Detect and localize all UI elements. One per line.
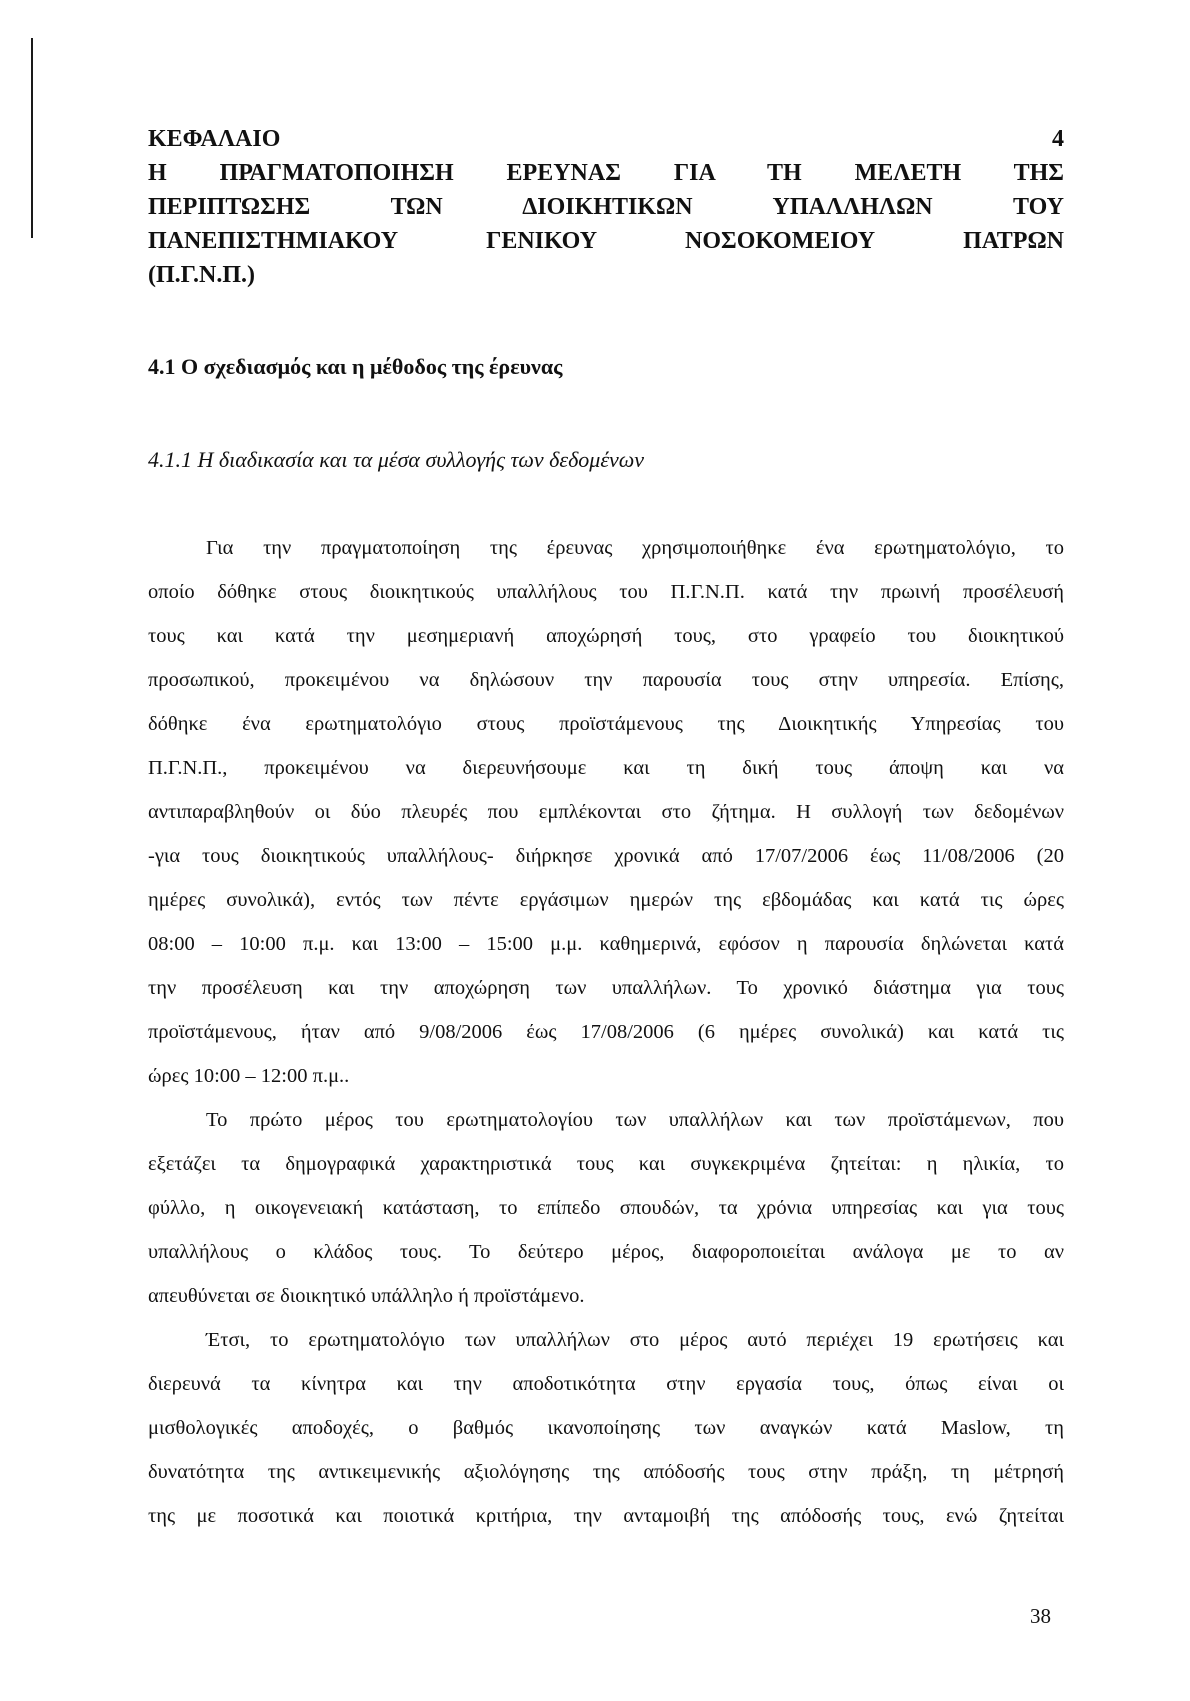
- body-line: -για τους διοικητικούς υπαλλήλους- διήρκησε χρονικά από 17/07/2006 έως 11/08/2006 (20: [148, 845, 1064, 867]
- body-line: την προσέλευση και την αποχώρηση των υπαλλήλων. Το χρονικό διάστημα για τους: [148, 977, 1064, 999]
- body-line: δυνατότητα της αντικειμενικής αξιολόγησης της απόδοσής τους στην πράξη, τη μέτρησή: [148, 1461, 1064, 1483]
- chapter-title-line: ΠΑΝΕΠΙΣΤΗΜΙΑΚΟΥ ΓΕΝΙΚΟΥ ΝΟΣΟΚΟΜΕΙΟΥ ΠΑΤΡΩΝ: [148, 228, 1064, 254]
- body-line: ημέρες συνολικά), εντός των πέντε εργάσιμων ημερών της εβδομάδας και κατά τις ώρες: [148, 889, 1064, 911]
- body-line: ώρες 10:00 – 12:00 π.μ..: [148, 1065, 350, 1087]
- body-line: οποίο δόθηκε στους διοικητικούς υπαλλήλους του Π.Γ.Ν.Π. κατά την πρωινή προσέλευσή: [148, 581, 1064, 603]
- body-line: υπαλλήλους ο κλάδος τους. Το δεύτερο μέρος, διαφοροποιείται ανάλογα με το αν: [148, 1241, 1064, 1263]
- chapter-title-line: ΚΕΦΑΛΑΙΟ 4: [148, 126, 1064, 152]
- body-line: αντιπαραβληθούν οι δύο πλευρές που εμπλέκονται στο ζήτημα. Η συλλογή των δεδομένων: [148, 801, 1064, 823]
- body-line: διερευνά τα κίνητρα και την αποδοτικότητα στην εργασία τους, όπως είναι οι: [148, 1373, 1064, 1395]
- chapter-title-line: ΠΕΡΙΠΤΩΣΗΣ ΤΩΝ ΔΙΟΙΚΗΤΙΚΩΝ ΥΠΑΛΛΗΛΩΝ ΤΟΥ: [148, 194, 1064, 220]
- body-line: φύλλο, η οικογενειακή κατάσταση, το επίπεδο σπουδών, τα χρόνια υπηρεσίας και για τους: [148, 1197, 1064, 1219]
- body-line: απευθύνεται σε διοικητικό υπάλληλο ή προϊστάμενο.: [148, 1285, 585, 1307]
- body-line: Π.Γ.Ν.Π., προκειμένου να διερευνήσουμε και τη δική τους άποψη και να: [148, 757, 1064, 779]
- chapter-heading: [148, 122, 1064, 292]
- chapter-title-line: Η ΠΡΑΓΜΑΤΟΠΟΙΗΣΗ ΕΡΕΥΝΑΣ ΓΙΑ ΤΗ ΜΕΛΕΤΗ ΤΗΣ: [148, 160, 1064, 186]
- body-line: δόθηκε ένα ερωτηματολόγιο στους προϊστάμενους της Διοικητικής Υπηρεσίας του: [148, 713, 1064, 735]
- page-number: 38: [1030, 1604, 1051, 1628]
- body-line: Έτσι, το ερωτηματολόγιο των υπαλλήλων στο μέρος αυτό περιέχει 19 ερωτήσεις και: [206, 1329, 1064, 1351]
- body-line: προϊστάμενους, ήταν από 9/08/2006 έως 17/08/2006 (6 ημέρες συνολικά) και κατά τις: [148, 1021, 1064, 1043]
- body-line: μισθολογικές αποδοχές, ο βαθμός ικανοποίησης των αναγκών κατά Maslow, τη: [148, 1417, 1064, 1439]
- chapter-title-line: (Π.Γ.Ν.Π.): [148, 262, 256, 288]
- body-line: της με ποσοτικά και ποιοτικά κριτήρια, την ανταμοιβή της απόδοσής τους, ενώ ζητείται: [148, 1505, 1064, 1527]
- body-line: προσωπικού, προκειμένου να δηλώσουν την παρουσία τους στην υπηρεσία. Επίσης,: [148, 669, 1064, 691]
- body-line: Για την πραγματοποίηση της έρευνας χρησιμοποιήθηκε ένα ερωτηματολόγιο, το: [206, 537, 1064, 559]
- scan-edge-line: [31, 38, 33, 238]
- body-line: εξετάζει τα δημογραφικά χαρακτηριστικά τους και συγκεκριμένα ζητείται: η ηλικία, το: [148, 1153, 1064, 1175]
- body-text: [148, 526, 1064, 1538]
- body-line: τους και κατά την μεσημεριανή αποχώρησή τους, στο γραφείο του διοικητικού: [148, 625, 1064, 647]
- section-heading: 4.1 Ο σχεδιασμός και η μέθοδος της έρευνας: [148, 354, 563, 379]
- body-line: 08:00 – 10:00 π.μ. και 13:00 – 15:00 μ.μ. καθημερινά, εφόσον η παρουσία δηλώνεται κατά: [148, 933, 1064, 955]
- body-line: Το πρώτο μέρος του ερωτηματολογίου των υπαλλήλων και των προϊστάμενων, που: [206, 1109, 1064, 1131]
- subsection-heading: 4.1.1 Η διαδικασία και τα μέσα συλλογής των δεδομένων: [148, 447, 645, 472]
